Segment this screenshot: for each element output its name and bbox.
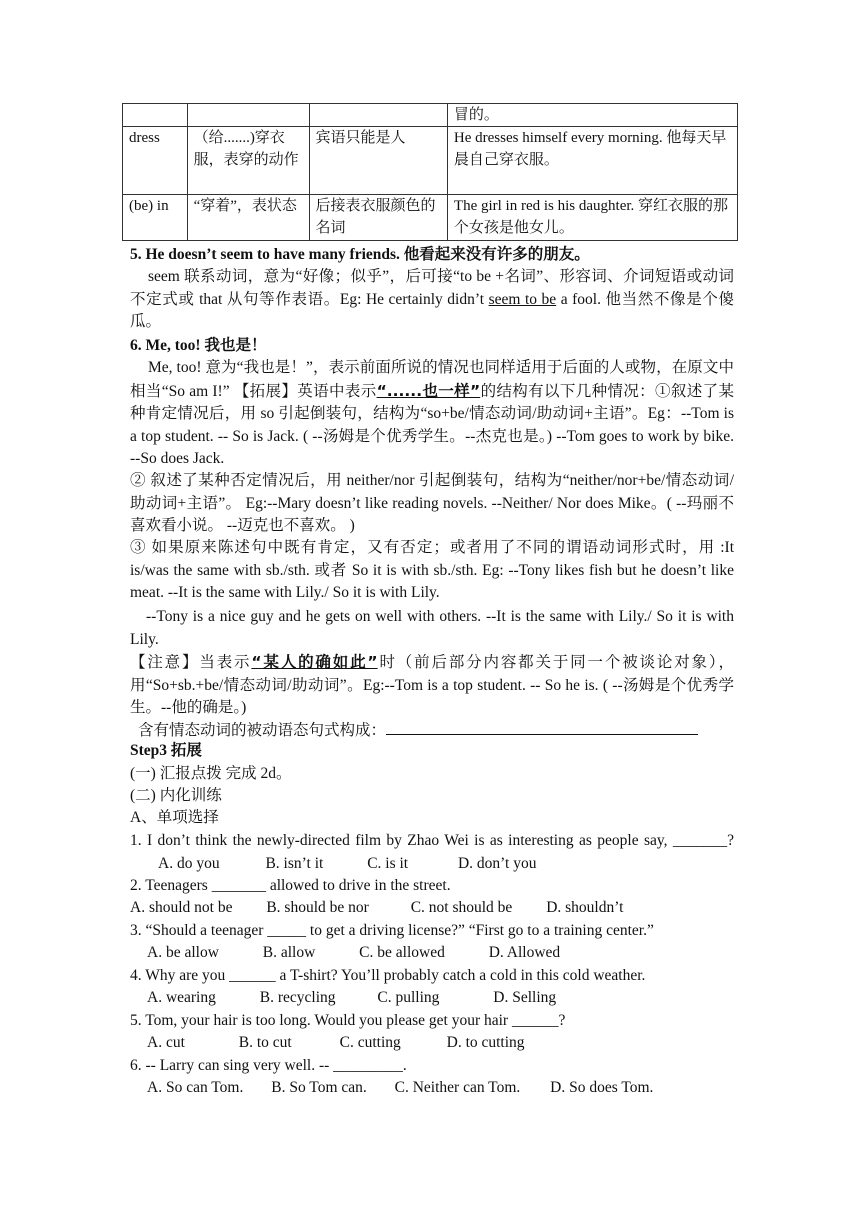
table-cell xyxy=(309,104,447,127)
option[interactable]: B. should be nor xyxy=(266,899,369,916)
underlined-phrase: “......也一样” xyxy=(376,381,481,400)
table-cell: He dresses himself every morning. 他每天早晨自己穿衣服。 xyxy=(447,127,737,195)
table-cell: (be) in xyxy=(123,195,188,241)
passive-voice-prompt xyxy=(138,718,742,743)
section-6-paragraph xyxy=(130,357,734,471)
option[interactable]: D. So does Tom. xyxy=(550,1079,654,1096)
table-cell: 宾语只能是人 xyxy=(309,127,447,195)
option[interactable]: A. wearing xyxy=(147,989,216,1006)
question-2: 2. Teenagers _______ allowed to drive in the street. xyxy=(130,877,451,894)
table-row xyxy=(123,195,738,241)
text-run: Me, too! 意为“我也是！”，表示前面所说的情况也同样适用于后面的人或物，在原文中相当“So am I!” 【拓展】英语中表示 xyxy=(130,359,734,400)
question-4-options xyxy=(147,987,751,1010)
vocabulary-table xyxy=(122,103,738,241)
section-6-note xyxy=(130,651,734,720)
question-1 xyxy=(130,830,734,875)
question-3-options xyxy=(147,942,751,965)
table-cell: The girl in red is his daughter. 穿红衣服的那个女孩是他女儿。 xyxy=(447,195,737,241)
table-cell: “穿着”，表状态 xyxy=(187,195,309,241)
option[interactable]: B. isn’t it xyxy=(265,854,324,872)
table-row xyxy=(123,104,738,127)
section-6-example: --Tony is a nice guy and he gets on well with others. --It is the same with Lily./ So it is with Lily. xyxy=(130,608,734,648)
step3-line-1: (一) 汇报点拨 完成 2d。 xyxy=(130,765,292,782)
table-row xyxy=(123,127,738,195)
table-cell: 冒的。 xyxy=(447,104,737,127)
section-5-paragraph xyxy=(130,266,734,334)
option[interactable]: B. allow xyxy=(262,944,316,961)
option[interactable]: A. So can Tom. xyxy=(147,1079,244,1096)
option[interactable]: A. should not be xyxy=(130,899,233,916)
option[interactable]: D. don’t you xyxy=(457,854,537,872)
option[interactable]: A. cut xyxy=(147,1034,185,1051)
option[interactable]: C. is it xyxy=(367,854,409,872)
question-2-options xyxy=(130,897,734,920)
option[interactable]: B. So Tom can. xyxy=(271,1079,367,1096)
question-5: 5. Tom, your hair is too long. Would you please get your hair ______? xyxy=(130,1012,566,1029)
option[interactable]: A. do you xyxy=(158,854,220,872)
underlined-phrase: “某人的确如此” xyxy=(251,653,378,671)
option[interactable]: B. to cut xyxy=(238,1034,292,1051)
option[interactable]: C. Neither can Tom. xyxy=(394,1079,521,1096)
option[interactable]: D. to cutting xyxy=(446,1034,525,1051)
option[interactable]: D. Allowed xyxy=(488,944,561,961)
text-run: 【注意】当表示 xyxy=(130,654,252,671)
question-6: 6. -- Larry can sing very well. -- _________. xyxy=(130,1057,407,1074)
text-run: 的结构有以下几种情况：①叙述了某种肯定情况后，用 so 引起倒装句，结构为“so+be/情态动词/助动词+主语”。Eg：--Tom is a top student. -- So is Jack. ( --汤姆是个优秀学生。--杰克也是。) --Tom goes to work by bike. --So does Jack. xyxy=(130,382,734,468)
option[interactable]: C. pulling xyxy=(377,989,440,1006)
section-6-point-3: ③ 如果原来陈述句中既有肯定，又有否定；或者用了不同的谓语动词形式时，用 :It is/was the same with sb./sth. 或者 So it is with sb./sth. Eg: --Tony likes fish but he doesn’t like meat. --It is the same with Lily./ So it is with Lily. xyxy=(130,539,734,602)
text-run: seem 联系动词，意为“好像；似乎”，后可接“to be +名词”、形容词、介词短语或动词不定式或 that 从句等作表语。Eg: He certainly didn’t xyxy=(130,268,734,308)
step3-line-3: A、单项选择 xyxy=(130,809,219,826)
table-cell: dress xyxy=(123,127,188,195)
question-6-options xyxy=(147,1077,751,1100)
underlined-phrase: seem to be xyxy=(488,290,557,308)
table-cell: 后接表衣服颜色的名词 xyxy=(309,195,447,241)
table-cell xyxy=(187,104,309,127)
option[interactable]: A. be allow xyxy=(147,944,219,961)
answer-blank[interactable] xyxy=(386,718,698,735)
table-cell xyxy=(123,104,188,127)
option[interactable]: C. cutting xyxy=(339,1034,401,1051)
question-stem: 1. I don’t think the newly-directed film by Zhao Wei is as interesting as people say, _______? xyxy=(130,832,734,849)
option[interactable]: D. Selling xyxy=(493,989,557,1006)
section-6-title: 6. Me, too! 我也是！ xyxy=(130,337,267,354)
question-3: 3. “Should a teenager _____ to get a driving license?” “First go to a training center.” xyxy=(130,922,654,939)
table-cell: （给.......)穿衣服，表穿的动作 xyxy=(187,127,309,195)
step3-line-2: (二) 内化训练 xyxy=(130,787,222,804)
step3-title: Step3 拓展 xyxy=(130,742,202,759)
option[interactable]: C. not should be xyxy=(410,899,513,916)
text-run: 时（前后部分内容都关于同一个被谈论对象），用“So+sb.+be/情态动词/助动词”。Eg:--Tom is a top student. -- So he is. ( --汤姆是个优秀学生。--他的确是。) xyxy=(130,654,734,717)
question-5-options xyxy=(147,1032,751,1055)
text-run: a fool. 他当然不像是个傻瓜。 xyxy=(130,290,734,331)
option[interactable]: D. shouldn’t xyxy=(546,899,624,916)
section-6-point-2: ② 叙述了某种否定情况后，用 neither/nor 引起倒装句，结构为“neither/nor+be/情态动词/助动词+主语”。 Eg:--Mary doesn’t like reading novels. --Neither/ Nor does Mike。( --玛丽不喜欢看小说。 --迈克也不喜欢。 ) xyxy=(130,472,734,535)
section-5-title: 5. He doesn’t seem to have many friends. 他看起来没有许多的朋友。 xyxy=(130,246,590,263)
option[interactable]: B. recycling xyxy=(259,989,336,1006)
question-4: 4. Why are you ______ a T-shirt? You’ll probably catch a cold in this cold weather. xyxy=(130,967,646,984)
text-run: 含有情态动词的被动语态句式构成： xyxy=(138,722,387,739)
option[interactable]: C. be allowed xyxy=(359,944,445,961)
